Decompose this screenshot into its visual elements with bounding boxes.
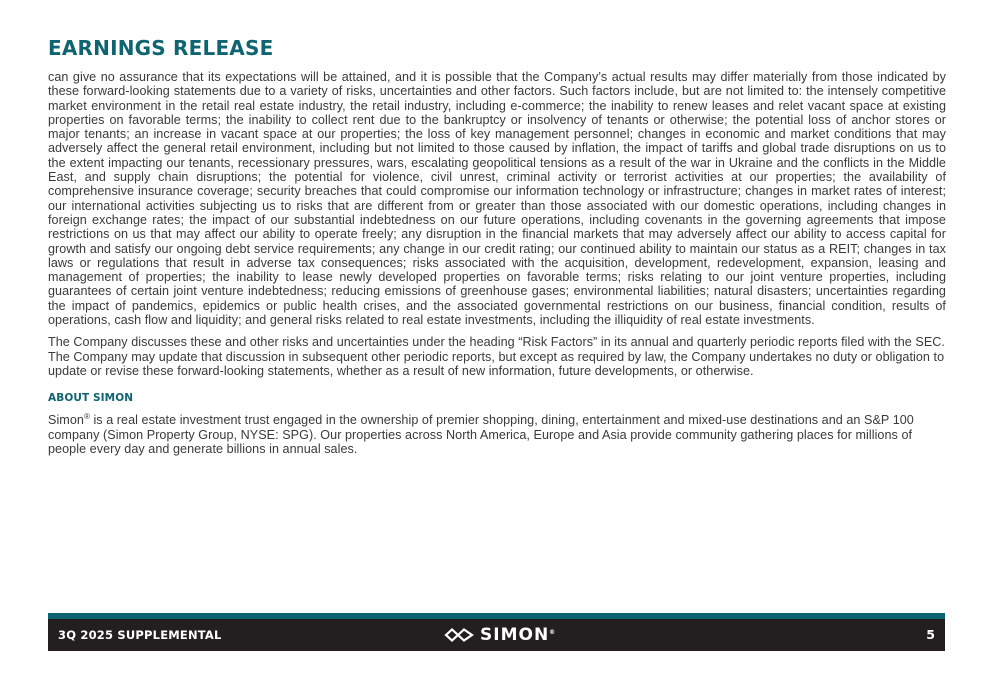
- risk-factors-paragraph: The Company discusses these and other risks and uncertainties under the heading “Risk Factors” in its annual and quarterly periodic reports filed with the SEC. The Company may update that discussion in subsequent other periodic reports, but except as required by law, the Company undertakes no duty or obligation to update or revise these forward-looking statements, whether as a result of new information, future developments, or otherwise.: [48, 335, 945, 378]
- page-title: EARNINGS RELEASE: [48, 36, 274, 60]
- simon-diamond-logo-icon: [444, 628, 474, 642]
- page-footer: [48, 613, 945, 651]
- forward-looking-paragraph: can give no assurance that its expectations will be attained, and it is possible that the Company’s actual results may differ materially from those indicated by these forward-looking statements due to a variety of risks, uncertainties and other factors. Such factors include, but are not limited to: the intensely competitive market environment in the retail real estate industry, the retail industry, including e-commerce; the inability to renew leases and relet vacant space at existing properties on favorable terms; the inability to collect rent due to the bankruptcy or insolvency of tenants or otherwise; the potential loss of anchor stores or major tenants; an increase in vacant space at our properties; the loss of key management personnel; changes in economic and market conditions that may adversely affect the general retail environment, including but not limited to those caused by inflation, the impact of tariffs and global trade disruptions on us to the extent impacting our tenants, recessionary pressures, wars, escalating geopolitical tensions as a result of the war in Ukraine and the conflicts in the Middle East, and supply chain disruptions; the potential for violence, civil unrest, criminal activity or terrorist activities at our properties; the availability of comprehensive insurance coverage; security breaches that could compromise our information technology or infrastructure; changes in market rates of interest; our international activities subjecting us to risks that are different from or greater than those associated with our domestic operations, including changes in foreign exchange rates; the impact of our substantial indebtedness on our future operations, including covenants in the governing agreements that impose restrictions on us that may affect our ability to operate freely; any disruption in the financial markets that may adversely affect our ability to access capital for growth and satisfy our ongoing debt service requirements; any change in our credit rating; our continued ability to maintain our status as a REIT; changes in tax laws or regulations that result in adverse tax consequences; risks associated with the acquisition, development, redevelopment, expansion, leasing and management of properties; the inability to lease newly developed properties on favorable terms; risks relating to our joint venture properties, including guarantees of certain joint venture indebtedness; reducing emissions of greenhouse gases; environmental liabilities; natural disasters; uncertainties regarding the impact of pandemics, epidemics or public health crises, and the associated governmental restrictions on our business, financial condition, results of operations, cash flow and liquidity; and general risks related to real estate investments, including the illiquidity of real estate investments.: [48, 70, 946, 328]
- about-description: is a real estate investment trust engaged in the ownership of premier shopping, dining, entertainment and mixed-use destinations and an S&P 100 company (Simon Property Group, NYSE: SPG). Our properties across North America, Europe and Asia provide community gathering places for millions of people every day and generate billions in annual sales.: [48, 413, 914, 456]
- logo-registered-mark: ®: [549, 629, 557, 636]
- about-simon-paragraph: [48, 413, 946, 456]
- page-number: 5: [926, 627, 935, 642]
- footer-report-label: 3Q 2025 SUPPLEMENTAL: [58, 628, 222, 642]
- simon-wordmark: [480, 625, 556, 645]
- about-company-name: Simon: [48, 413, 84, 428]
- about-simon-heading: ABOUT SIMON: [48, 392, 134, 405]
- simon-logo: [444, 625, 556, 645]
- footer-bar: [48, 619, 945, 651]
- simon-wordmark-text: SIMON: [480, 625, 550, 645]
- registered-mark: ®: [83, 412, 90, 422]
- document-body: [48, 70, 946, 464]
